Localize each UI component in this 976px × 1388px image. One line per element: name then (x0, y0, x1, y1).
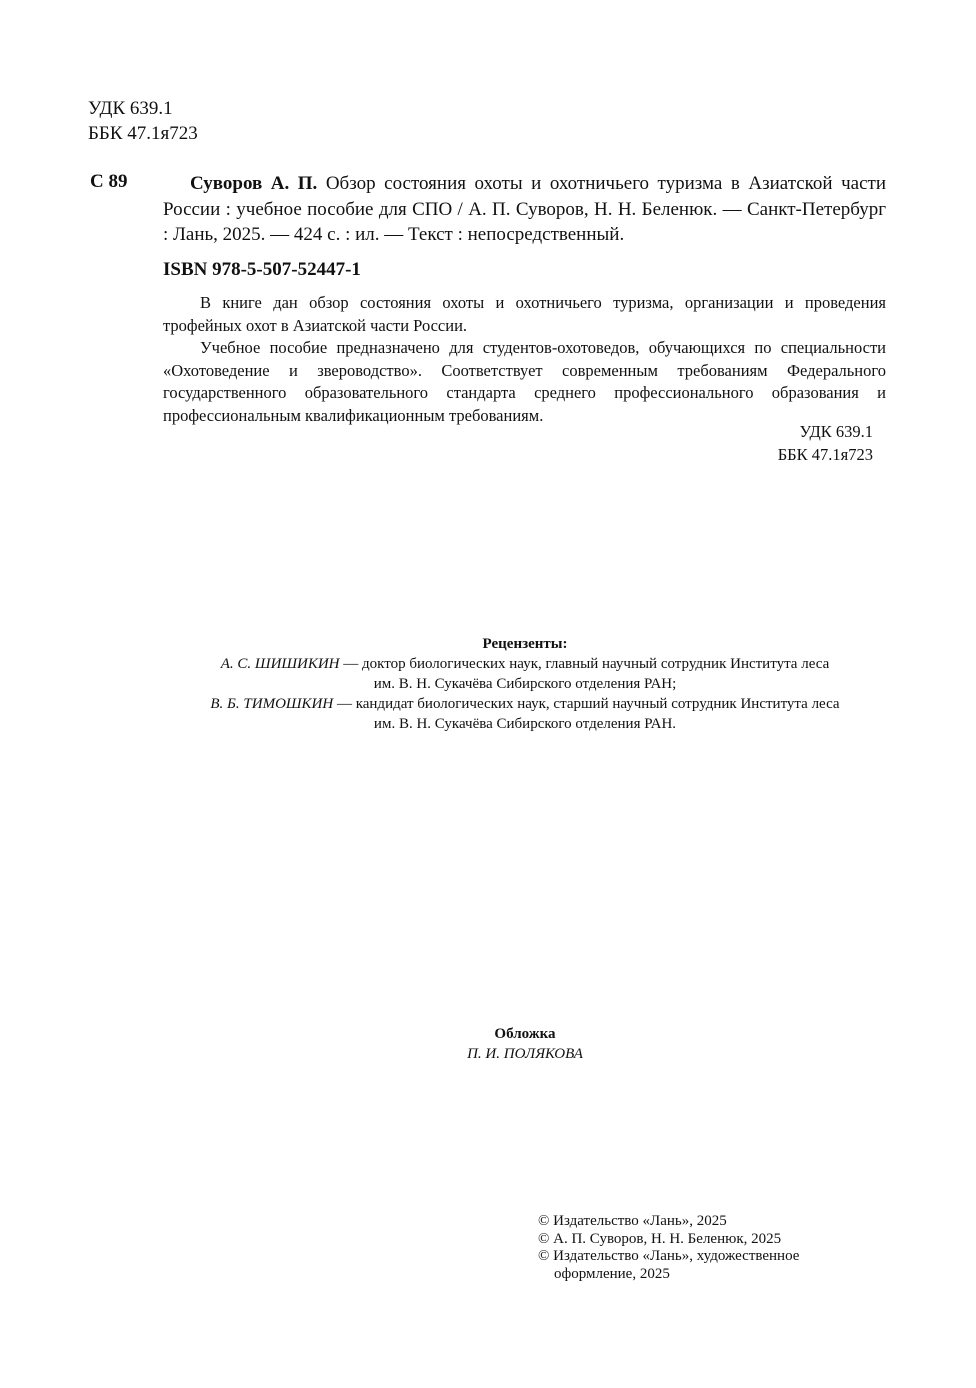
annotation-paragraph: Учебное пособие предназначено для студентов-охотоведов, обучающихся по специальности «Охотоведение и звероводство». Соответствует современным требованиям Федерального государственного образовательного стандарта среднего профессионального образования и профессиональным квалификационным требованиям. (163, 338, 886, 425)
copyright-line: © А. П. Суворов, Н. Н. Беленюк, 2025 (538, 1230, 782, 1247)
biblio-description: Обзор состояния охоты и охотничьего туризма в Азиатской части России : учебное пособие для СПО / А. П. Суворов, Н. Н. Беленюк. — Санкт-Петербург : Лань, 2025. — 424 с. : ил. — Текст : непосредственный. (163, 173, 887, 245)
reviewer-name: В. Б. ТИМОШКИН (210, 696, 334, 712)
reviewer-name: А. С. ШИШИКИН (220, 656, 340, 672)
bibliographic-record (163, 171, 886, 248)
classification-repeat (700, 421, 873, 466)
annotation-paragraph: В книге дан обзор состояния охоты и охотничьего туризма, организации и проведения трофейных охот в Азиатской части России. (163, 293, 886, 335)
copyright-line: © Издательство «Лань», художественное (538, 1248, 800, 1264)
reviewer-credentials: — кандидат биологических наук, старший научный сотрудник Института леса (333, 696, 840, 712)
isbn: ISBN 978-5-507-52447-1 (163, 259, 361, 280)
biblio-author: Суворов А. П. (190, 173, 318, 194)
copyright-block (538, 1213, 858, 1283)
reviewers-block (90, 634, 960, 734)
cover-credit (90, 1024, 960, 1064)
bbk-code-repeat: ББК 47.1я723 (777, 444, 873, 464)
reviewer-line (90, 694, 960, 714)
reviewer-affiliation: им. В. Н. Сукачёва Сибирского отделения РАН; (373, 676, 677, 692)
reviewer-line (90, 654, 960, 674)
annotation (163, 292, 886, 427)
udk-code-repeat: УДК 639.1 (799, 422, 873, 441)
copyright-line: оформление, 2025 (554, 1265, 670, 1282)
author-mark: С 89 (90, 171, 128, 192)
reviewer-credentials: — доктор биологических наук, главный научный сотрудник Института леса (339, 656, 830, 672)
classification-block (88, 96, 198, 146)
cover-designer: П. И. ПОЛЯКОВА (467, 1046, 583, 1062)
reviewers-heading: Рецензенты: (482, 636, 568, 652)
udk-code: УДК 639.1 (88, 98, 173, 119)
cover-heading: Обложка (494, 1026, 556, 1042)
reviewer-affiliation: им. В. Н. Сукачёва Сибирского отделения РАН. (373, 716, 677, 732)
bbk-code: ББК 47.1я723 (88, 123, 198, 144)
copyright-line: © Издательство «Лань», 2025 (538, 1213, 727, 1229)
